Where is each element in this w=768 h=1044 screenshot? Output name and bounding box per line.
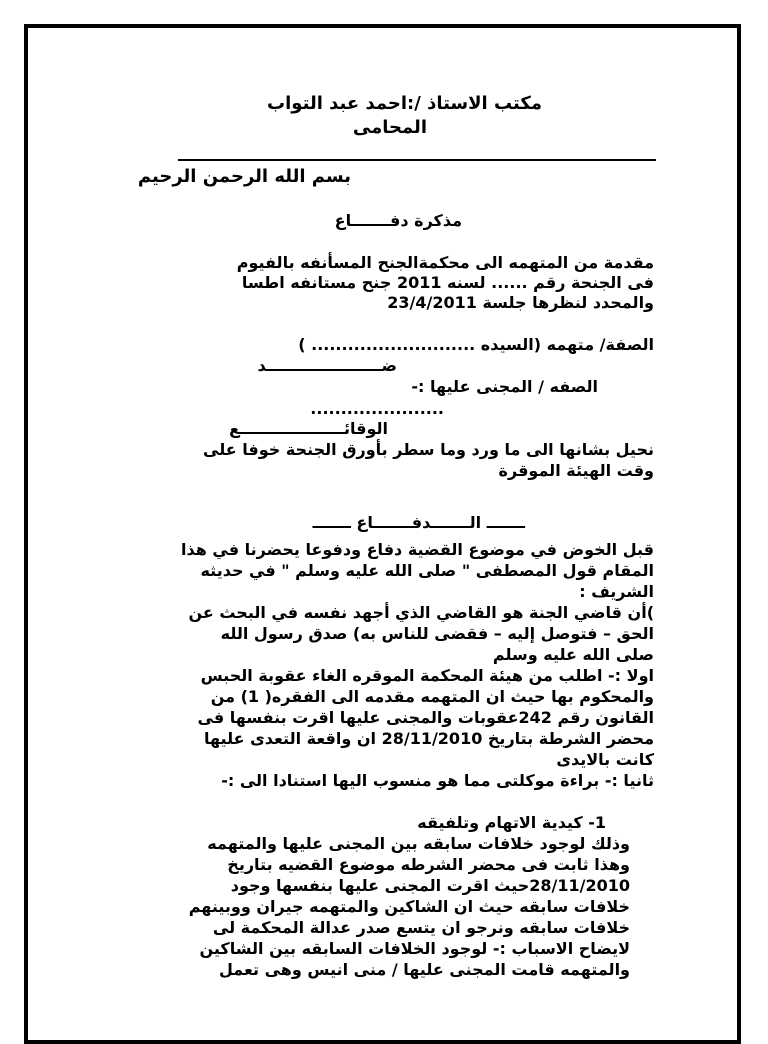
point1-line-4: خلافات سابقه حيث ان الشاكين والمتهمه جيران ووبينهم [188,897,630,916]
point1-line-2: وهذا ثابت فى محضر الشرطه موضوع القضيه بتاريخ [227,855,630,874]
defense-heading: ـــــــ الـــــــدفـــــــاع ـــــــ [312,513,525,532]
defense-line-3: الشريف : [579,582,654,601]
point1-line-1: وذلك لوجود خلافات سابقه بين المجنى عليها والمتهمه [207,834,630,853]
intro-line-2: فى الجنحة رقم ...... لسنه 2011 جنح مستانفه اطسا [241,273,654,292]
facts-line-2: وقت الهيئة الموقرة [498,461,654,480]
defense-line-9: القانون رقم 242عقوبات والمجنى عليها اقرت بنفسها فى [197,708,654,727]
memo-title: مذكرة دفـــــــاع [334,211,462,230]
office-header: مكتب الاستاذ /:احمد عبد التواب [267,93,542,114]
lawyer-title: المحامى [352,117,427,138]
point1-line-3: 28/11/2010حيث اقرت المجنى عليها بنفسها وجود [230,876,630,895]
defense-line-5: الحق – فتوصل إليه – فقضى للناس به) صدق رسول الله [220,624,654,643]
defense-line-12: ثانيا :- براءة موكلتى مما هو منسوب اليها استنادا الى :- [221,771,654,790]
defense-line-1: قبل الخوض في موضوع القضية دفاع ودفوعا يحضرنا في هذا [180,540,654,559]
basmala: بسم الله الرحمن الرحيم [137,166,351,187]
point1-title: 1- كيدية الاتهام وتلفيقه [417,813,606,832]
defense-line-10: محضر الشرطة بتاريخ 28/11/2010 ان واقعة التعدى عليها [203,729,654,748]
defense-line-11: كانت بالايدى [556,750,654,769]
defense-line-8: والمحكوم بها حيث ان المتهمه مقدمه الى الفقره( 1) من [210,687,654,706]
facts-heading: الوقائـــــــــــــــــــع [229,419,388,438]
accused-line: الصفة/ متهمه (السيده ........................... ) [298,335,654,354]
against-word: ضـــــــــــــــــــــد [257,356,397,375]
point1-line-7: والمتهمه قامت المجنى عليها / منى انيس وهى تعمل [219,960,630,979]
intro-line-1: مقدمة من المتهمه الى محكمةالجنح المسأنفه بالفيوم [236,253,654,272]
defense-line-2: المقام قول المصطفى " صلى الله عليه وسلم " في حديثه [200,561,654,580]
victim-dots: ...................... [310,399,444,418]
point1-line-6: لايضاح الاسباب :- لوجود الخلافات السابقه بين الشاكين [199,939,630,958]
defense-line-7: اولا :- اطلب من هيئة المحكمة الموقره الغاء عقوبة الحبس [200,666,654,685]
facts-line-1: نحيل بشانها الى ما ورد وما سطر بأورق الجنحة خوفا على [203,440,654,459]
defense-line-4: )أن قاضي الجنة هو القاضي الذي أجهد نفسه في البحث عن [188,603,654,622]
point1-line-5: خلافات سابقه ونرجو ان يتسع صدر عدالة المحكمة لى [212,918,630,937]
defense-line-6: صلى الله عليه وسلم [492,645,654,664]
header-divider [178,159,656,161]
victim-line: الصفه / المجنى عليها :- [411,377,598,396]
intro-line-3: والمحدد لنظرها جلسة 23/4/2011 [387,293,654,312]
